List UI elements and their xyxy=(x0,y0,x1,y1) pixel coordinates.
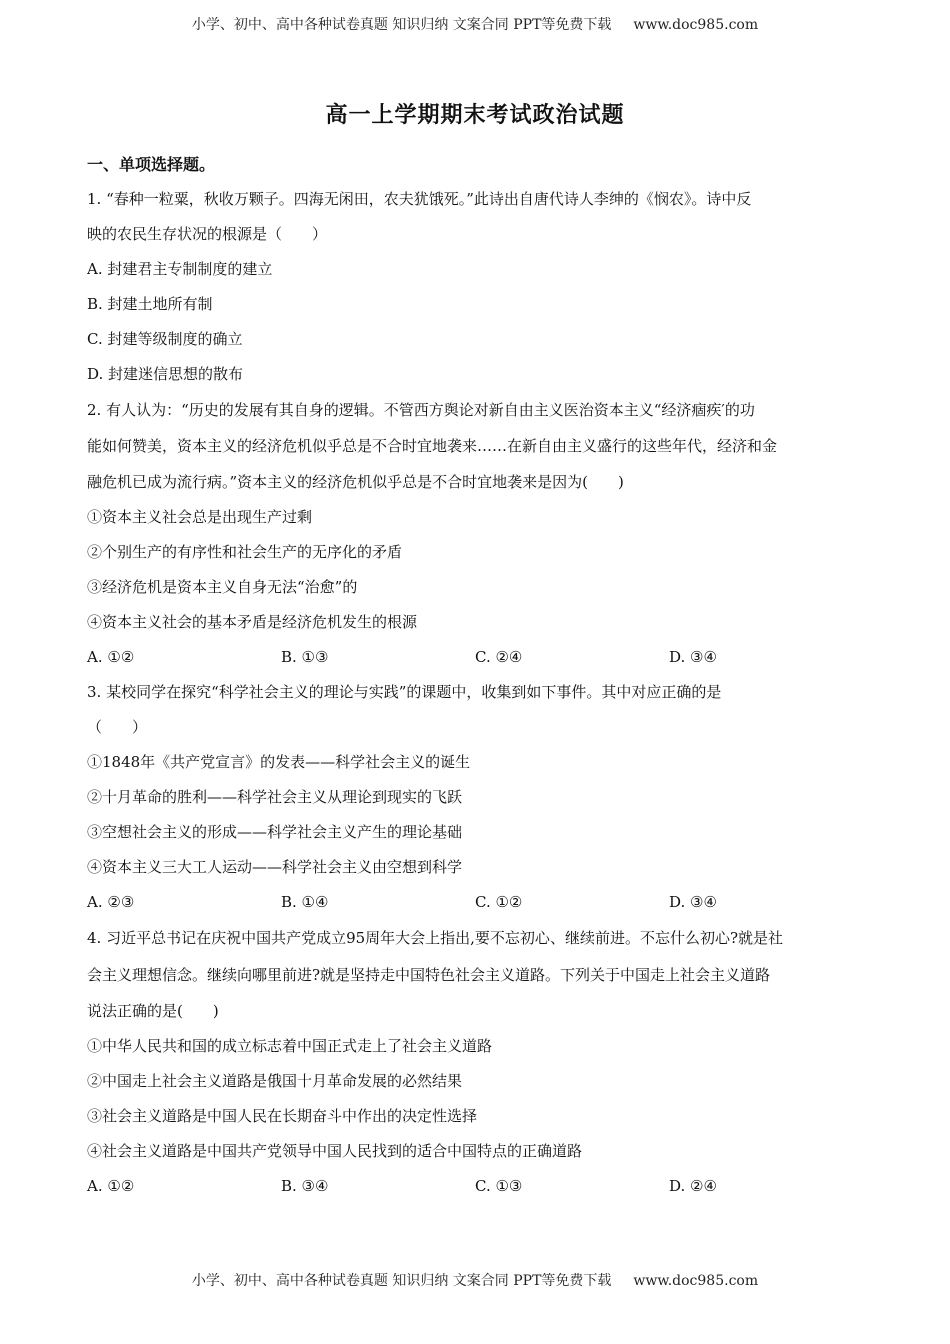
question-4-choice-a: A. ①② xyxy=(87,1177,135,1195)
question-3-stem-line-1: 3. 某校同学在探究“科学社会主义的理论与实践”的课题中，收集到如下事件。其中对应正确的是 xyxy=(87,683,722,701)
question-4-stem-line-2: 会主义理想信念。继续向哪里前进?就是坚持走中国特色社会主义道路。下列关于中国走上社会主义道路 xyxy=(87,966,771,984)
question-4-choice-b: B. ③④ xyxy=(281,1177,329,1195)
question-1-stem-line-2: 映的农民生存状况的根源是（ ） xyxy=(87,225,328,243)
question-2-choice-a: A. ①② xyxy=(87,648,135,666)
question-1-choice-c: C. 封建等级制度的确立 xyxy=(87,330,243,348)
question-3 xyxy=(87,675,867,920)
question-3-item-2: ②十月革命的胜利——科学社会主义从理论到现实的飞跃 xyxy=(87,788,463,806)
question-3-item-1: ①1848年《共产党宣言》的发表——科学社会主义的诞生 xyxy=(87,753,471,771)
question-3-item-3: ③空想社会主义的形成——科学社会主义产生的理论基础 xyxy=(87,823,463,841)
question-3-choices xyxy=(87,885,867,920)
question-3-choice-c: C. ①② xyxy=(475,893,523,911)
question-4-stem-line-3: 说法正确的是( ) xyxy=(87,1002,219,1020)
question-2-item-2: ②个别生产的有序性和社会生产的无序化的矛盾 xyxy=(87,543,403,561)
question-4-choice-c: C. ①③ xyxy=(475,1177,523,1195)
question-1-choice-b: B. 封建土地所有制 xyxy=(87,295,213,313)
question-4-item-3: ③社会主义道路是中国人民在长期奋斗中作出的决定性选择 xyxy=(87,1107,478,1125)
question-2-item-3: ③经济危机是资本主义自身无法“治愈”的 xyxy=(87,578,358,596)
question-2-choice-d: D. ③④ xyxy=(669,648,717,666)
question-1-choice-d: D. 封建迷信思想的散布 xyxy=(87,365,244,383)
question-1-stem-line-1: 1. “春种一粒粟，秋收万颗子。四海无闲田，农夫犹饿死。”此诗出自唐代诗人李绅的《悯农》。诗中反 xyxy=(87,190,752,208)
exam-content xyxy=(87,150,867,1204)
question-4-item-1: ①中华人民共和国的成立标志着中国正式走上了社会主义道路 xyxy=(87,1037,493,1055)
footer-slogan: 小学、初中、高中各种试卷真题 知识归纳 文案合同 PPT等免费下载 xyxy=(191,1273,612,1289)
question-3-choice-b: B. ①④ xyxy=(281,893,329,911)
question-3-item-4: ④资本主义三大工人运动——科学社会主义由空想到科学 xyxy=(87,858,463,876)
question-3-choice-a: A. ②③ xyxy=(87,893,135,911)
question-1 xyxy=(87,182,867,392)
question-4-item-4: ④社会主义道路是中国共产党领导中国人民找到的适合中国特点的正确道路 xyxy=(87,1142,583,1160)
question-2-choice-b: B. ①③ xyxy=(281,648,329,666)
question-2-item-4: ④资本主义社会的基本矛盾是经济危机发生的根源 xyxy=(87,613,418,631)
question-2-item-1: ①资本主义社会总是出现生产过剩 xyxy=(87,508,313,526)
question-4-item-2: ②中国走上社会主义道路是俄国十月革命发展的必然结果 xyxy=(87,1072,463,1090)
question-3-stem-line-2: （ ） xyxy=(87,718,148,736)
question-1-choice-a: A. 封建君主专制制度的建立 xyxy=(87,260,273,278)
question-2 xyxy=(87,392,867,675)
header-site-link[interactable]: www.doc985.com xyxy=(633,17,759,33)
question-2-stem-line-1: 2. 有人认为：“历史的发展有其自身的逻辑。不管西方舆论对新自由主义医治资本主义“经济痼疾′的功 xyxy=(87,401,755,419)
question-2-choice-c: C. ②④ xyxy=(475,648,523,666)
question-4-choices xyxy=(87,1169,867,1204)
question-2-choices xyxy=(87,640,867,675)
question-2-stem-line-2: 能如何赞美，资本主义的经济危机似乎总是不合时宜地袭来……在新自由主义盛行的这些年代，经济和金 xyxy=(87,437,778,455)
footer-site-link[interactable]: www.doc985.com xyxy=(633,1273,759,1289)
question-4-choice-d: D. ②④ xyxy=(669,1177,717,1195)
page-footer xyxy=(0,1270,950,1290)
question-2-stem-line-3: 融危机已成为流行病。”资本主义的经济危机似乎总是不合时宜地袭来是因为( ) xyxy=(87,473,624,491)
section-title: 一、单项选择题。 xyxy=(87,155,216,174)
question-4 xyxy=(87,920,867,1204)
page-header xyxy=(0,14,950,34)
header-slogan: 小学、初中、高中各种试卷真题 知识归纳 文案合同 PPT等免费下载 xyxy=(191,17,612,33)
question-3-choice-d: D. ③④ xyxy=(669,893,717,911)
document-title: 高一上学期期末考试政治试题 xyxy=(325,102,625,128)
question-4-stem-line-1: 4. 习近平总书记在庆祝中国共产党成立95周年大会上指出,要不忘初心、继续前进。不忘什么初心?就是社 xyxy=(87,929,783,947)
